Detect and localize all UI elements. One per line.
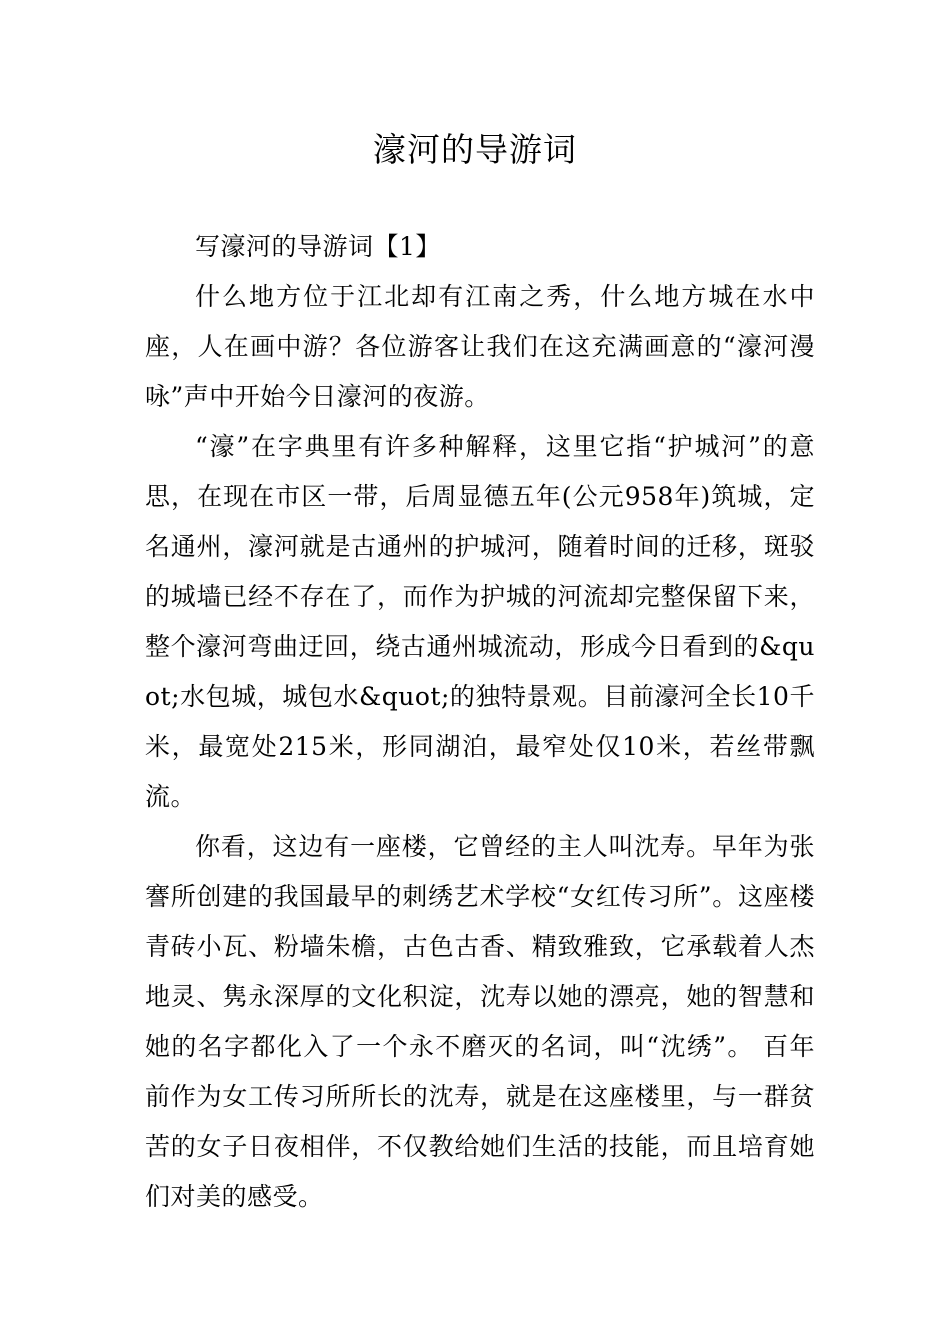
paragraph: 什么地方位于江北却有江南之秀，什么地方城在水中座，人在画中游？各位游客让我们在这充满画意的“濠河漫咏”声中开始今日濠河的夜游。 xyxy=(145,282,815,411)
paragraph: “濠”在字典里有许多种解释，这里它指“护城河”的意思，在现在市区一带，后周显德五年(公元958年)筑城，定名通州，濠河就是古通州的护城河，随着时间的迁移，斑驳的城墙已经不存在了，而作为护城的河流却完整保留下来，整个濠河弯曲迂回，绕古通州城流动，形成今日看到的&quot;水包城，城包水&quot;的独特景观。目前濠河全长10千米，最宽处215米，形同湖泊，最窄处仅10米，若丝带飘流。 xyxy=(145,432,815,811)
document-body xyxy=(145,222,815,1222)
section-heading: 写濠河的导游词【1】 xyxy=(195,232,441,261)
document-title: 濠河的导游词 xyxy=(373,130,577,169)
paragraph: 你看，这边有一座楼，它曾经的主人叫沈寿。早年为张謇所创建的我国最早的刺绣艺术学校“女红传习所”。这座楼青砖小瓦、粉墙朱檐，古色古香、精致雅致，它承载着人杰地灵、隽永深厚的文化积淀，沈寿以她的漂亮，她的智慧和她的名字都化入了一个永不磨灭的名词，叫“沈绣”。 百年前作为女工传习所所长的沈寿，就是在这座楼里，与一群贫苦的女子日夜相伴，不仅教给她们生活的技能，而且培育她们对美的感受。 xyxy=(145,832,815,1211)
